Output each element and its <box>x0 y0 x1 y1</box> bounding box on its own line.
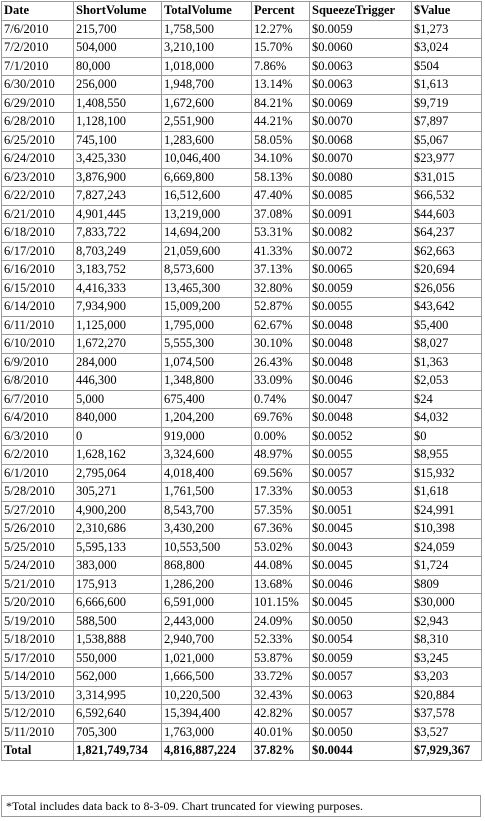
cell-short-volume: 5,000 <box>74 390 162 409</box>
cell-date: 6/11/2010 <box>2 316 74 335</box>
table-row <box>2 594 482 613</box>
cell-percent: 13.68% <box>252 575 310 594</box>
cell-percent: 48.97% <box>252 446 310 465</box>
cell-total-volume: 8,543,700 <box>162 501 252 520</box>
cell-dollar-value: $1,618 <box>412 483 482 502</box>
cell-dollar-value: $3,203 <box>412 668 482 687</box>
cell-short-volume: 284,000 <box>74 353 162 372</box>
cell-dollar-value: $24 <box>412 390 482 409</box>
cell-date: 5/19/2010 <box>2 612 74 631</box>
cell-squeeze-trigger: $0.0057 <box>310 464 412 483</box>
cell-date: 5/24/2010 <box>2 557 74 576</box>
cell-percent: 34.10% <box>252 150 310 169</box>
cell-dollar-value: $43,642 <box>412 298 482 317</box>
cell-percent: 33.09% <box>252 372 310 391</box>
cell-total-volume: 15,009,200 <box>162 298 252 317</box>
cell-total-volume: 8,573,600 <box>162 261 252 280</box>
cell-short-volume: 705,300 <box>74 723 162 742</box>
cell-short-volume: 3,183,752 <box>74 261 162 280</box>
table-row <box>2 20 482 39</box>
cell-dollar-value: $2,053 <box>412 372 482 391</box>
cell-total-volume: 919,000 <box>162 427 252 446</box>
header-short-volume: ShortVolume <box>74 2 162 21</box>
cell-total-volume: 2,551,900 <box>162 113 252 132</box>
cell-squeeze-trigger: $0.0050 <box>310 612 412 631</box>
cell-squeeze-trigger: $0.0059 <box>310 20 412 39</box>
cell-dollar-value: $0 <box>412 427 482 446</box>
cell-squeeze-trigger: $0.0046 <box>310 372 412 391</box>
cell-short-volume: 7,827,243 <box>74 187 162 206</box>
cell-short-volume: 588,500 <box>74 612 162 631</box>
cell-squeeze-trigger: $0.0070 <box>310 113 412 132</box>
cell-short-volume: 215,700 <box>74 20 162 39</box>
cell-squeeze-trigger: $0.0060 <box>310 39 412 58</box>
cell-date: 5/11/2010 <box>2 723 74 742</box>
cell-short-volume: 562,000 <box>74 668 162 687</box>
cell-dollar-value: $3,527 <box>412 723 482 742</box>
table-row <box>2 150 482 169</box>
cell-short-volume: 0 <box>74 427 162 446</box>
table-row <box>2 483 482 502</box>
total-total-volume: 4,816,887,224 <box>162 742 252 761</box>
cell-short-volume: 383,000 <box>74 557 162 576</box>
cell-squeeze-trigger: $0.0070 <box>310 150 412 169</box>
cell-total-volume: 868,800 <box>162 557 252 576</box>
cell-percent: 53.02% <box>252 538 310 557</box>
cell-dollar-value: $809 <box>412 575 482 594</box>
cell-dollar-value: $7,897 <box>412 113 482 132</box>
cell-dollar-value: $24,991 <box>412 501 482 520</box>
cell-date: 6/15/2010 <box>2 279 74 298</box>
cell-dollar-value: $5,067 <box>412 131 482 150</box>
cell-dollar-value: $1,613 <box>412 76 482 95</box>
cell-short-volume: 4,901,445 <box>74 205 162 224</box>
cell-percent: 58.05% <box>252 131 310 150</box>
cell-total-volume: 1,758,500 <box>162 20 252 39</box>
table-row <box>2 538 482 557</box>
cell-percent: 42.82% <box>252 705 310 724</box>
table-body <box>2 20 482 742</box>
cell-date: 6/22/2010 <box>2 187 74 206</box>
table-row <box>2 168 482 187</box>
cell-dollar-value: $8,955 <box>412 446 482 465</box>
cell-percent: 41.33% <box>252 242 310 261</box>
cell-short-volume: 256,000 <box>74 76 162 95</box>
cell-dollar-value: $44,603 <box>412 205 482 224</box>
cell-total-volume: 1,204,200 <box>162 409 252 428</box>
table-row <box>2 187 482 206</box>
cell-dollar-value: $8,027 <box>412 335 482 354</box>
cell-short-volume: 4,416,333 <box>74 279 162 298</box>
table-row <box>2 242 482 261</box>
table-row <box>2 94 482 113</box>
table-row <box>2 686 482 705</box>
cell-total-volume: 1,761,500 <box>162 483 252 502</box>
table-row <box>2 723 482 742</box>
cell-total-volume: 10,220,500 <box>162 686 252 705</box>
cell-dollar-value: $20,694 <box>412 261 482 280</box>
table-row <box>2 39 482 58</box>
cell-squeeze-trigger: $0.0091 <box>310 205 412 224</box>
cell-date: 6/21/2010 <box>2 205 74 224</box>
cell-percent: 12.27% <box>252 20 310 39</box>
cell-date: 6/25/2010 <box>2 131 74 150</box>
cell-percent: 52.87% <box>252 298 310 317</box>
table-row <box>2 205 482 224</box>
cell-dollar-value: $37,578 <box>412 705 482 724</box>
cell-percent: 30.10% <box>252 335 310 354</box>
cell-squeeze-trigger: $0.0063 <box>310 686 412 705</box>
cell-total-volume: 1,672,600 <box>162 94 252 113</box>
cell-short-volume: 5,595,133 <box>74 538 162 557</box>
cell-dollar-value: $24,059 <box>412 538 482 557</box>
cell-short-volume: 1,125,000 <box>74 316 162 335</box>
cell-total-volume: 15,394,400 <box>162 705 252 724</box>
cell-date: 7/6/2010 <box>2 20 74 39</box>
table-row <box>2 390 482 409</box>
cell-date: 5/13/2010 <box>2 686 74 705</box>
cell-squeeze-trigger: $0.0085 <box>310 187 412 206</box>
cell-percent: 69.76% <box>252 409 310 428</box>
table-row <box>2 612 482 631</box>
cell-dollar-value: $30,000 <box>412 594 482 613</box>
cell-short-volume: 1,408,550 <box>74 94 162 113</box>
cell-date: 5/12/2010 <box>2 705 74 724</box>
total-short-volume: 1,821,749,734 <box>74 742 162 761</box>
cell-percent: 84.21% <box>252 94 310 113</box>
cell-percent: 26.43% <box>252 353 310 372</box>
cell-squeeze-trigger: $0.0053 <box>310 483 412 502</box>
cell-date: 6/24/2010 <box>2 150 74 169</box>
cell-squeeze-trigger: $0.0057 <box>310 668 412 687</box>
cell-short-volume: 6,666,600 <box>74 594 162 613</box>
cell-total-volume: 13,465,300 <box>162 279 252 298</box>
cell-short-volume: 1,538,888 <box>74 631 162 650</box>
cell-dollar-value: $62,663 <box>412 242 482 261</box>
cell-percent: 24.09% <box>252 612 310 631</box>
cell-dollar-value: $8,310 <box>412 631 482 650</box>
table-row <box>2 298 482 317</box>
cell-squeeze-trigger: $0.0048 <box>310 409 412 428</box>
cell-percent: 37.13% <box>252 261 310 280</box>
cell-squeeze-trigger: $0.0052 <box>310 427 412 446</box>
cell-dollar-value: $64,237 <box>412 224 482 243</box>
total-percent: 37.82% <box>252 742 310 761</box>
header-row <box>2 2 482 21</box>
cell-squeeze-trigger: $0.0048 <box>310 316 412 335</box>
cell-date: 6/30/2010 <box>2 76 74 95</box>
cell-short-volume: 1,628,162 <box>74 446 162 465</box>
cell-squeeze-trigger: $0.0059 <box>310 649 412 668</box>
cell-dollar-value: $10,398 <box>412 520 482 539</box>
cell-date: 7/2/2010 <box>2 39 74 58</box>
table-row <box>2 575 482 594</box>
cell-percent: 53.87% <box>252 649 310 668</box>
cell-dollar-value: $2,943 <box>412 612 482 631</box>
cell-total-volume: 1,795,000 <box>162 316 252 335</box>
cell-date: 6/3/2010 <box>2 427 74 446</box>
cell-percent: 33.72% <box>252 668 310 687</box>
table-row <box>2 649 482 668</box>
cell-squeeze-trigger: $0.0045 <box>310 557 412 576</box>
cell-short-volume: 2,310,686 <box>74 520 162 539</box>
header-date: Date <box>2 2 74 21</box>
cell-squeeze-trigger: $0.0047 <box>310 390 412 409</box>
cell-date: 5/21/2010 <box>2 575 74 594</box>
cell-percent: 37.08% <box>252 205 310 224</box>
short-volume-table <box>1 1 482 761</box>
table-row <box>2 501 482 520</box>
cell-dollar-value: $20,884 <box>412 686 482 705</box>
cell-date: 6/14/2010 <box>2 298 74 317</box>
cell-dollar-value: $5,400 <box>412 316 482 335</box>
cell-short-volume: 6,592,640 <box>74 705 162 724</box>
cell-dollar-value: $3,024 <box>412 39 482 58</box>
cell-percent: 58.13% <box>252 168 310 187</box>
cell-date: 6/7/2010 <box>2 390 74 409</box>
cell-percent: 101.15% <box>252 594 310 613</box>
cell-date: 6/17/2010 <box>2 242 74 261</box>
cell-short-volume: 3,314,995 <box>74 686 162 705</box>
cell-date: 5/14/2010 <box>2 668 74 687</box>
cell-percent: 52.33% <box>252 631 310 650</box>
cell-date: 6/8/2010 <box>2 372 74 391</box>
cell-squeeze-trigger: $0.0057 <box>310 705 412 724</box>
cell-short-volume: 745,100 <box>74 131 162 150</box>
cell-total-volume: 2,940,700 <box>162 631 252 650</box>
cell-date: 6/29/2010 <box>2 94 74 113</box>
cell-total-volume: 1,074,500 <box>162 353 252 372</box>
cell-total-volume: 1,763,000 <box>162 723 252 742</box>
header-squeeze-trigger: SqueezeTrigger <box>310 2 412 21</box>
cell-percent: 57.35% <box>252 501 310 520</box>
table-row <box>2 76 482 95</box>
table-row <box>2 464 482 483</box>
cell-short-volume: 3,876,900 <box>74 168 162 187</box>
cell-percent: 7.86% <box>252 57 310 76</box>
cell-total-volume: 3,210,100 <box>162 39 252 58</box>
cell-total-volume: 6,591,000 <box>162 594 252 613</box>
cell-date: 5/25/2010 <box>2 538 74 557</box>
cell-percent: 69.56% <box>252 464 310 483</box>
table-row <box>2 705 482 724</box>
cell-percent: 40.01% <box>252 723 310 742</box>
table-row <box>2 631 482 650</box>
cell-total-volume: 10,046,400 <box>162 150 252 169</box>
cell-squeeze-trigger: $0.0080 <box>310 168 412 187</box>
cell-squeeze-trigger: $0.0063 <box>310 57 412 76</box>
cell-percent: 44.08% <box>252 557 310 576</box>
cell-short-volume: 4,900,200 <box>74 501 162 520</box>
cell-total-volume: 1,018,000 <box>162 57 252 76</box>
cell-percent: 32.43% <box>252 686 310 705</box>
total-squeeze-trigger: $0.0044 <box>310 742 412 761</box>
cell-short-volume: 305,271 <box>74 483 162 502</box>
cell-percent: 67.36% <box>252 520 310 539</box>
cell-percent: 53.31% <box>252 224 310 243</box>
cell-date: 6/23/2010 <box>2 168 74 187</box>
table-row <box>2 57 482 76</box>
cell-dollar-value: $23,977 <box>412 150 482 169</box>
cell-date: 5/26/2010 <box>2 520 74 539</box>
cell-dollar-value: $3,245 <box>412 649 482 668</box>
table-row <box>2 427 482 446</box>
cell-date: 6/2/2010 <box>2 446 74 465</box>
cell-short-volume: 8,703,249 <box>74 242 162 261</box>
cell-date: 5/27/2010 <box>2 501 74 520</box>
cell-squeeze-trigger: $0.0051 <box>310 501 412 520</box>
table-row <box>2 316 482 335</box>
cell-squeeze-trigger: $0.0072 <box>310 242 412 261</box>
cell-total-volume: 13,219,000 <box>162 205 252 224</box>
cell-date: 7/1/2010 <box>2 57 74 76</box>
header-dollar-value: $Value <box>412 2 482 21</box>
table-row <box>2 224 482 243</box>
cell-percent: 32.80% <box>252 279 310 298</box>
cell-total-volume: 4,018,400 <box>162 464 252 483</box>
cell-total-volume: 1,348,800 <box>162 372 252 391</box>
cell-short-volume: 1,672,270 <box>74 335 162 354</box>
cell-short-volume: 2,795,064 <box>74 464 162 483</box>
cell-short-volume: 175,913 <box>74 575 162 594</box>
cell-percent: 15.70% <box>252 39 310 58</box>
cell-percent: 17.33% <box>252 483 310 502</box>
cell-squeeze-trigger: $0.0048 <box>310 353 412 372</box>
cell-short-volume: 1,128,100 <box>74 113 162 132</box>
cell-squeeze-trigger: $0.0048 <box>310 335 412 354</box>
total-row <box>2 742 482 761</box>
total-label: Total <box>2 742 74 761</box>
cell-dollar-value: $31,015 <box>412 168 482 187</box>
table-row <box>2 261 482 280</box>
table-row <box>2 113 482 132</box>
table-row <box>2 409 482 428</box>
header-percent: Percent <box>252 2 310 21</box>
cell-short-volume: 80,000 <box>74 57 162 76</box>
cell-total-volume: 1,948,700 <box>162 76 252 95</box>
cell-short-volume: 446,300 <box>74 372 162 391</box>
cell-squeeze-trigger: $0.0065 <box>310 261 412 280</box>
cell-total-volume: 6,669,800 <box>162 168 252 187</box>
cell-dollar-value: $1,724 <box>412 557 482 576</box>
cell-dollar-value: $26,056 <box>412 279 482 298</box>
cell-percent: 44.21% <box>252 113 310 132</box>
cell-total-volume: 1,021,000 <box>162 649 252 668</box>
cell-dollar-value: $15,932 <box>412 464 482 483</box>
cell-date: 6/1/2010 <box>2 464 74 483</box>
cell-total-volume: 2,443,000 <box>162 612 252 631</box>
cell-short-volume: 7,833,722 <box>74 224 162 243</box>
cell-dollar-value: $504 <box>412 57 482 76</box>
cell-squeeze-trigger: $0.0046 <box>310 575 412 594</box>
table-row <box>2 372 482 391</box>
cell-squeeze-trigger: $0.0068 <box>310 131 412 150</box>
table-row <box>2 131 482 150</box>
table-row <box>2 446 482 465</box>
cell-total-volume: 5,555,300 <box>162 335 252 354</box>
cell-squeeze-trigger: $0.0050 <box>310 723 412 742</box>
cell-squeeze-trigger: $0.0043 <box>310 538 412 557</box>
cell-short-volume: 840,000 <box>74 409 162 428</box>
cell-percent: 13.14% <box>252 76 310 95</box>
table-row <box>2 668 482 687</box>
cell-squeeze-trigger: $0.0059 <box>310 279 412 298</box>
table-row <box>2 335 482 354</box>
cell-short-volume: 7,934,900 <box>74 298 162 317</box>
cell-date: 6/28/2010 <box>2 113 74 132</box>
header-total-volume: TotalVolume <box>162 2 252 21</box>
cell-squeeze-trigger: $0.0054 <box>310 631 412 650</box>
cell-date: 5/18/2010 <box>2 631 74 650</box>
cell-date: 5/20/2010 <box>2 594 74 613</box>
cell-total-volume: 3,430,200 <box>162 520 252 539</box>
table-row <box>2 520 482 539</box>
cell-date: 6/9/2010 <box>2 353 74 372</box>
cell-percent: 62.67% <box>252 316 310 335</box>
cell-squeeze-trigger: $0.0045 <box>310 594 412 613</box>
cell-total-volume: 1,286,200 <box>162 575 252 594</box>
total-dollar-value: $7,929,367 <box>412 742 482 761</box>
cell-short-volume: 550,000 <box>74 649 162 668</box>
cell-squeeze-trigger: $0.0069 <box>310 94 412 113</box>
table-row <box>2 557 482 576</box>
cell-short-volume: 504,000 <box>74 39 162 58</box>
cell-squeeze-trigger: $0.0063 <box>310 76 412 95</box>
cell-total-volume: 1,666,500 <box>162 668 252 687</box>
cell-dollar-value: $1,363 <box>412 353 482 372</box>
cell-short-volume: 3,425,330 <box>74 150 162 169</box>
cell-squeeze-trigger: $0.0055 <box>310 298 412 317</box>
cell-dollar-value: $66,532 <box>412 187 482 206</box>
cell-date: 5/17/2010 <box>2 649 74 668</box>
cell-date: 6/16/2010 <box>2 261 74 280</box>
cell-percent: 0.74% <box>252 390 310 409</box>
cell-percent: 0.00% <box>252 427 310 446</box>
cell-date: 6/4/2010 <box>2 409 74 428</box>
table-row <box>2 279 482 298</box>
cell-dollar-value: $1,273 <box>412 20 482 39</box>
table-row <box>2 353 482 372</box>
cell-total-volume: 3,324,600 <box>162 446 252 465</box>
cell-total-volume: 16,512,600 <box>162 187 252 206</box>
cell-date: 6/18/2010 <box>2 224 74 243</box>
cell-dollar-value: $4,032 <box>412 409 482 428</box>
cell-total-volume: 10,553,500 <box>162 538 252 557</box>
cell-percent: 47.40% <box>252 187 310 206</box>
cell-total-volume: 21,059,600 <box>162 242 252 261</box>
footnote: *Total includes data back to 8-3-09. Chart truncated for viewing purposes. <box>1 795 481 817</box>
cell-dollar-value: $9,719 <box>412 94 482 113</box>
cell-squeeze-trigger: $0.0055 <box>310 446 412 465</box>
cell-squeeze-trigger: $0.0045 <box>310 520 412 539</box>
cell-date: 5/28/2010 <box>2 483 74 502</box>
cell-total-volume: 14,694,200 <box>162 224 252 243</box>
cell-total-volume: 1,283,600 <box>162 131 252 150</box>
cell-squeeze-trigger: $0.0082 <box>310 224 412 243</box>
cell-total-volume: 675,400 <box>162 390 252 409</box>
cell-date: 6/10/2010 <box>2 335 74 354</box>
